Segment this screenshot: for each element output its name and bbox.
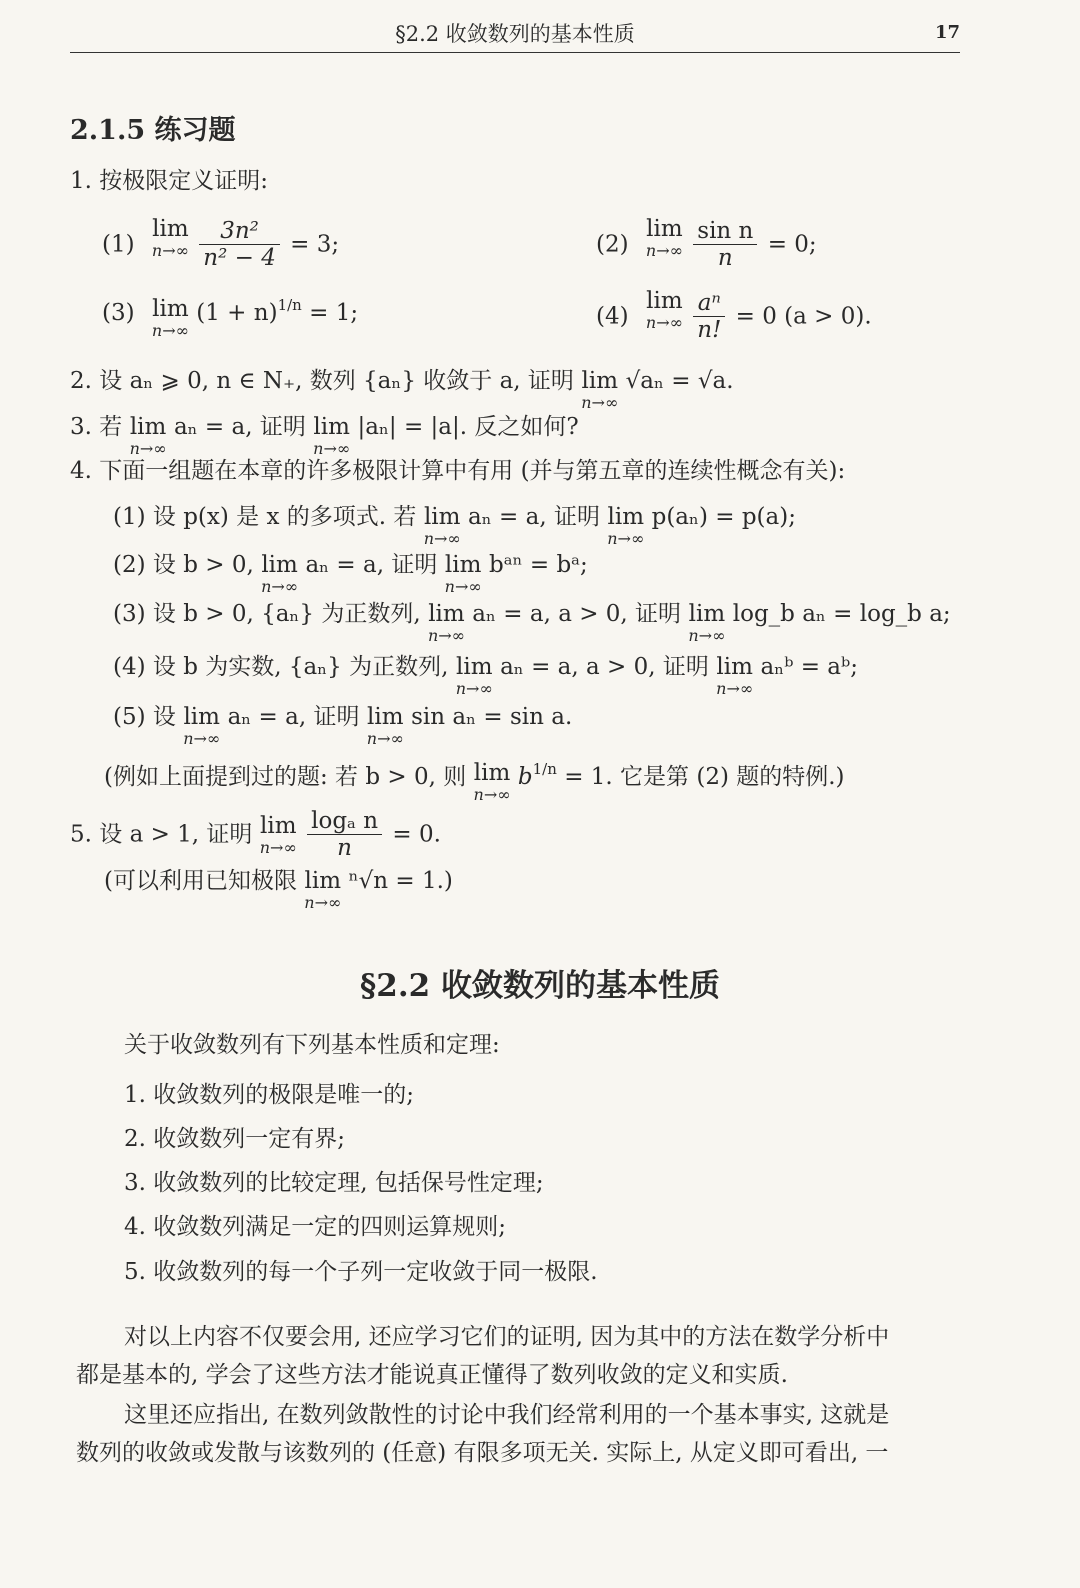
- header-section-title: §2.2 收敛数列的基本性质: [395, 22, 635, 46]
- lim-operator: lim n→∞: [129, 414, 167, 458]
- q1-item-2: (2) lim n→∞ $\frac{\text{sin n}}{n}$ = 0;: [596, 216, 817, 272]
- lim-operator: lim n→∞: [645, 216, 683, 260]
- lim-operator: lim n→∞: [645, 288, 683, 332]
- q3: 3. 若 lim n→∞ aₙ = a, 证明 lim n→∞ |aₙ| = |a|. 反之如何?: [70, 414, 579, 458]
- lim-operator: lim n→∞: [716, 654, 754, 698]
- lim-operator: lim n→∞: [151, 216, 189, 260]
- q1-intro: 1. 按极限定义证明:: [70, 168, 269, 194]
- q1-item-4: (4) lim n→∞ $\frac{\text{aⁿ}}{n!}$ = 0 (a > 0).: [596, 288, 872, 344]
- lim-operator: lim n→∞: [473, 760, 511, 804]
- q4-item-4: (4) 设 b 为实数, {aₙ} 为正数列, lim n→∞ aₙ = a, a > 0, 证明 lim n→∞ aₙᵇ = aᵇ;: [113, 654, 858, 698]
- lim-operator: lim n→∞: [304, 868, 342, 912]
- fraction: $\frac{\text{aⁿ}}{n!}$: [693, 290, 725, 345]
- lim-operator: lim n→∞: [455, 654, 493, 698]
- lim-operator: lim n→∞: [151, 296, 189, 340]
- q5: 5. 设 a > 1, 证明 lim n→∞ $\frac{\text{logₐ n}}{n}$ = 0.: [70, 808, 441, 862]
- list-item: 4. 收敛数列满足一定的四则运算规则;: [124, 1214, 507, 1240]
- lim-operator: lim n→∞: [688, 601, 726, 645]
- q4-item-1: (1) 设 p(x) 是 x 的多项式. 若 lim n→∞ aₙ = a, 证明 lim n→∞ p(aₙ) = p(a);: [113, 504, 796, 548]
- fraction: $\frac{\text{3n²}}{\text{n² − 4}}$: [199, 218, 280, 273]
- paragraph-2-line-2: 数列的收敛或发散与该数列的 (任意) 有限多项无关. 实际上, 从定义即可看出, 一: [76, 1440, 889, 1466]
- q5-hint: (可以利用已知极限 lim n→∞ ⁿ√n = 1.): [104, 868, 453, 912]
- q2: 2. 设 aₙ ⩾ 0, n ∈ N₊, 数列 {aₙ} 收敛于 a, 证明 lim n→∞ √aₙ = √a.: [70, 368, 734, 412]
- list-item: 3. 收敛数列的比较定理, 包括保号性定理;: [124, 1170, 544, 1196]
- lim-operator: lim n→∞: [366, 704, 404, 748]
- q4-note: (例如上面提到过的题: 若 b > 0, 则 lim n→∞ $b^{1/n} = 1$. 它是第 (2) 题的特例.): [104, 760, 845, 804]
- section-title: §2.2 收敛数列的基本性质: [360, 968, 720, 1004]
- exercise-heading: 2.1.5 练习题: [70, 115, 236, 146]
- running-header: [70, 16, 960, 53]
- lim-operator: lim n→∞: [313, 414, 351, 458]
- lim-operator: lim n→∞: [581, 368, 619, 412]
- lim-operator: lim n→∞: [423, 504, 461, 548]
- q4-item-2: (2) 设 b > 0, lim n→∞ aₙ = a, 证明 lim n→∞ bᵃⁿ = bᵃ;: [113, 552, 588, 596]
- lim-operator: lim n→∞: [444, 552, 482, 596]
- lim-operator: lim n→∞: [261, 552, 299, 596]
- lim-operator: lim n→∞: [427, 601, 465, 645]
- q4-item-5: (5) 设 lim n→∞ aₙ = a, 证明 lim n→∞ sin aₙ = sin a.: [113, 704, 573, 748]
- fraction: $\frac{\text{sin n}}{n}$: [693, 218, 757, 273]
- paragraph-1-line-1: 对以上内容不仅要会用, 还应学习它们的证明, 因为其中的方法在数学分析中: [124, 1324, 890, 1350]
- list-item: 2. 收敛数列一定有界;: [124, 1126, 346, 1152]
- lim-operator: lim n→∞: [259, 813, 297, 858]
- list-item: 1. 收敛数列的极限是唯一的;: [124, 1082, 415, 1108]
- fraction: $\frac{\text{logₐ n}}{n}$: [307, 808, 382, 863]
- q1-item-1: (1) lim n→∞ $\frac{\text{3n²}}{\text{n² − 4}}$ = 3;: [102, 216, 340, 272]
- q4-item-3: (3) 设 b > 0, {aₙ} 为正数列, lim n→∞ aₙ = a, a > 0, 证明 lim n→∞ log_b aₙ = log_b a;: [113, 601, 951, 645]
- paragraph-2-line-1: 这里还应指出, 在数列敛散性的讨论中我们经常利用的一个基本事实, 这就是: [124, 1402, 890, 1428]
- page-number: 17: [934, 22, 960, 43]
- lim-operator: lim n→∞: [607, 504, 645, 548]
- q1-item-3: (3) lim n→∞ $(1 + n)^{1/n} = 1$;: [102, 296, 359, 340]
- section-intro: 关于收敛数列有下列基本性质和定理:: [124, 1032, 500, 1058]
- list-item: 5. 收敛数列的每一个子列一定收敛于同一极限.: [124, 1259, 598, 1285]
- paragraph-1-line-2: 都是基本的, 学会了这些方法才能说真正懂得了数列收敛的定义和实质.: [76, 1362, 788, 1388]
- q4-intro: 4. 下面一组题在本章的许多极限计算中有用 (并与第五章的连续性概念有关):: [70, 458, 846, 484]
- lim-operator: lim n→∞: [183, 704, 221, 748]
